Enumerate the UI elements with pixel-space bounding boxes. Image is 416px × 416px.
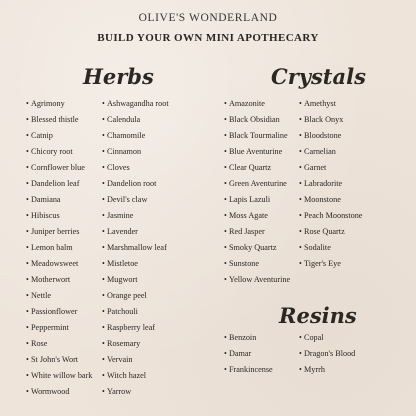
list-item — [26, 272, 92, 288]
list-item — [224, 112, 290, 128]
list-item — [224, 144, 290, 160]
list-item-label: Labradorite — [304, 179, 343, 188]
list-item — [224, 208, 290, 224]
list-item-label: Patchouli — [107, 307, 138, 316]
list-item-label: Jasmine — [107, 211, 134, 220]
list-item — [102, 128, 169, 144]
list-item-label: Mistletoe — [107, 259, 138, 268]
list-item — [224, 256, 290, 272]
list-item-label: Dandelion root — [107, 179, 157, 188]
list-item — [102, 336, 169, 352]
list-item-label: Black Onyx — [304, 115, 344, 124]
list-item — [224, 224, 290, 240]
list-item-label: Motherwort — [31, 275, 71, 284]
list-item — [102, 112, 169, 128]
list-item — [26, 352, 92, 368]
list-item-label: Peppermint — [31, 323, 69, 332]
list-item-label: Amethyst — [304, 99, 336, 108]
list-item-label: Juniper berries — [31, 227, 80, 236]
list-item-label: Peach Moonstone — [304, 211, 363, 220]
list-item — [299, 256, 362, 272]
herbs-title: Herbs — [83, 64, 154, 89]
list-item-label: Red Jasper — [229, 227, 265, 236]
crystals-list-col2 — [299, 96, 362, 272]
list-item — [26, 128, 92, 144]
list-item — [26, 192, 92, 208]
list-item-label: Rose — [31, 339, 48, 348]
list-item — [26, 112, 92, 128]
list-item-label: Lapis Lazuli — [229, 195, 271, 204]
list-item-label: Green Aventurine — [229, 179, 287, 188]
list-item — [26, 176, 92, 192]
list-item — [299, 96, 362, 112]
list-item — [224, 160, 290, 176]
list-item-label: Sodalite — [304, 243, 331, 252]
list-item-label: Mugwort — [107, 275, 138, 284]
list-item-label: Black Tourmaline — [229, 131, 288, 140]
list-item-label: Smoky Quartz — [229, 243, 277, 252]
list-item — [299, 160, 362, 176]
list-item — [102, 272, 169, 288]
list-item-label: Sunstone — [229, 259, 260, 268]
list-item-label: Amazonite — [229, 99, 265, 108]
list-item — [224, 330, 273, 346]
herbs-list-col2 — [102, 96, 169, 400]
list-item — [102, 224, 169, 240]
list-item-label: Agrimony — [31, 99, 65, 108]
list-item-label: Frankincense — [229, 365, 273, 374]
list-item-label: Damiana — [31, 195, 61, 204]
list-item — [299, 128, 362, 144]
list-item — [299, 362, 355, 378]
list-item — [224, 240, 290, 256]
list-item-label: Yarrow — [107, 387, 132, 396]
list-item — [299, 112, 362, 128]
list-item — [299, 224, 362, 240]
list-item — [26, 336, 92, 352]
list-item — [26, 256, 92, 272]
list-item-label: Dandelion leaf — [31, 179, 80, 188]
list-item — [299, 176, 362, 192]
list-item — [102, 160, 169, 176]
list-item — [26, 320, 92, 336]
list-item-label: Lavender — [107, 227, 138, 236]
list-item — [299, 208, 362, 224]
list-item-label: Rosemary — [107, 339, 141, 348]
list-item — [102, 304, 169, 320]
list-item — [26, 304, 92, 320]
list-item-label: Cornflower blue — [31, 163, 85, 172]
brand-name: OLIVE'S WONDERLAND — [138, 12, 278, 24]
list-item-label: Black Obsidian — [229, 115, 280, 124]
list-item-label: Raspberry leaf — [107, 323, 155, 332]
list-item — [102, 192, 169, 208]
list-item-label: Dragon's Blood — [304, 349, 356, 358]
list-item-label: Orange peel — [107, 291, 147, 300]
list-item — [26, 208, 92, 224]
list-item-label: St John's Wort — [31, 355, 79, 364]
list-item — [102, 288, 169, 304]
list-item — [102, 176, 169, 192]
list-item — [102, 96, 169, 112]
list-item-label: White willow bark — [31, 371, 93, 380]
resins-title: Resins — [279, 303, 357, 328]
list-item-label: Garnet — [304, 163, 327, 172]
list-item — [299, 330, 355, 346]
resins-list-col1 — [224, 330, 273, 378]
list-item-label: Cinnamon — [107, 147, 142, 156]
list-item — [224, 96, 290, 112]
list-item-label: Passionflower — [31, 307, 78, 316]
list-item — [102, 144, 169, 160]
crystals-list-col1 — [224, 96, 290, 288]
list-item-label: Myrrh — [304, 365, 325, 374]
list-item-label: Chicory root — [31, 147, 73, 156]
list-item-label: Benzoin — [229, 333, 257, 342]
list-item-label: Devil's claw — [107, 195, 148, 204]
list-item-label: Calendula — [107, 115, 141, 124]
list-item — [299, 192, 362, 208]
list-item-label: Blessed thistle — [31, 115, 79, 124]
list-item-label: Yellow Aventurine — [229, 275, 291, 284]
list-item-label: Blue Aventurine — [229, 147, 283, 156]
list-item-label: Vervain — [107, 355, 133, 364]
list-item-label: Carnelian — [304, 147, 336, 156]
list-item-label: Rose Quartz — [304, 227, 345, 236]
crystals-title: Crystals — [271, 64, 366, 89]
list-item-label: Ashwagandha root — [107, 99, 169, 108]
list-item-label: Moss Agate — [229, 211, 268, 220]
list-item — [26, 368, 92, 384]
list-item — [26, 224, 92, 240]
list-item — [102, 320, 169, 336]
list-item-label: Hibiscus — [31, 211, 60, 220]
list-item — [102, 208, 169, 224]
list-item-label: Clear Quartz — [229, 163, 272, 172]
list-item-label: Chamomile — [107, 131, 146, 140]
list-item — [102, 368, 169, 384]
list-item — [26, 384, 92, 400]
list-item — [102, 384, 169, 400]
list-item-label: Copal — [304, 333, 324, 342]
list-item-label: Wormwood — [31, 387, 70, 396]
herbs-list-col1 — [26, 96, 92, 400]
list-item-label: Nettle — [31, 291, 52, 300]
list-item-label: Bloodstone — [304, 131, 342, 140]
page-subtitle: BUILD YOUR OWN MINI APOTHECARY — [97, 32, 319, 44]
list-item — [224, 192, 290, 208]
list-item — [224, 128, 290, 144]
list-item-label: Meadowsweet — [31, 259, 79, 268]
list-item — [26, 160, 92, 176]
list-item-label: Witch hazel — [107, 371, 146, 380]
list-item — [26, 96, 92, 112]
list-item — [102, 352, 169, 368]
list-item — [26, 288, 92, 304]
list-item — [299, 240, 362, 256]
list-item-label: Lemon balm — [31, 243, 73, 252]
list-item-label: Marshmallow leaf — [107, 243, 167, 252]
list-item — [224, 176, 290, 192]
list-item — [224, 362, 273, 378]
list-item — [102, 256, 169, 272]
list-item-label: Moonstone — [304, 195, 341, 204]
list-item — [224, 272, 290, 288]
list-item — [299, 346, 355, 362]
list-item — [102, 240, 169, 256]
list-item-label: Cloves — [107, 163, 130, 172]
list-item-label: Damar — [229, 349, 252, 358]
list-item — [26, 144, 92, 160]
list-item-label: Tiger's Eye — [304, 259, 341, 268]
list-item — [224, 346, 273, 362]
list-item — [26, 240, 92, 256]
list-item — [299, 144, 362, 160]
list-item-label: Catnip — [31, 131, 53, 140]
resins-list-col2 — [299, 330, 355, 378]
